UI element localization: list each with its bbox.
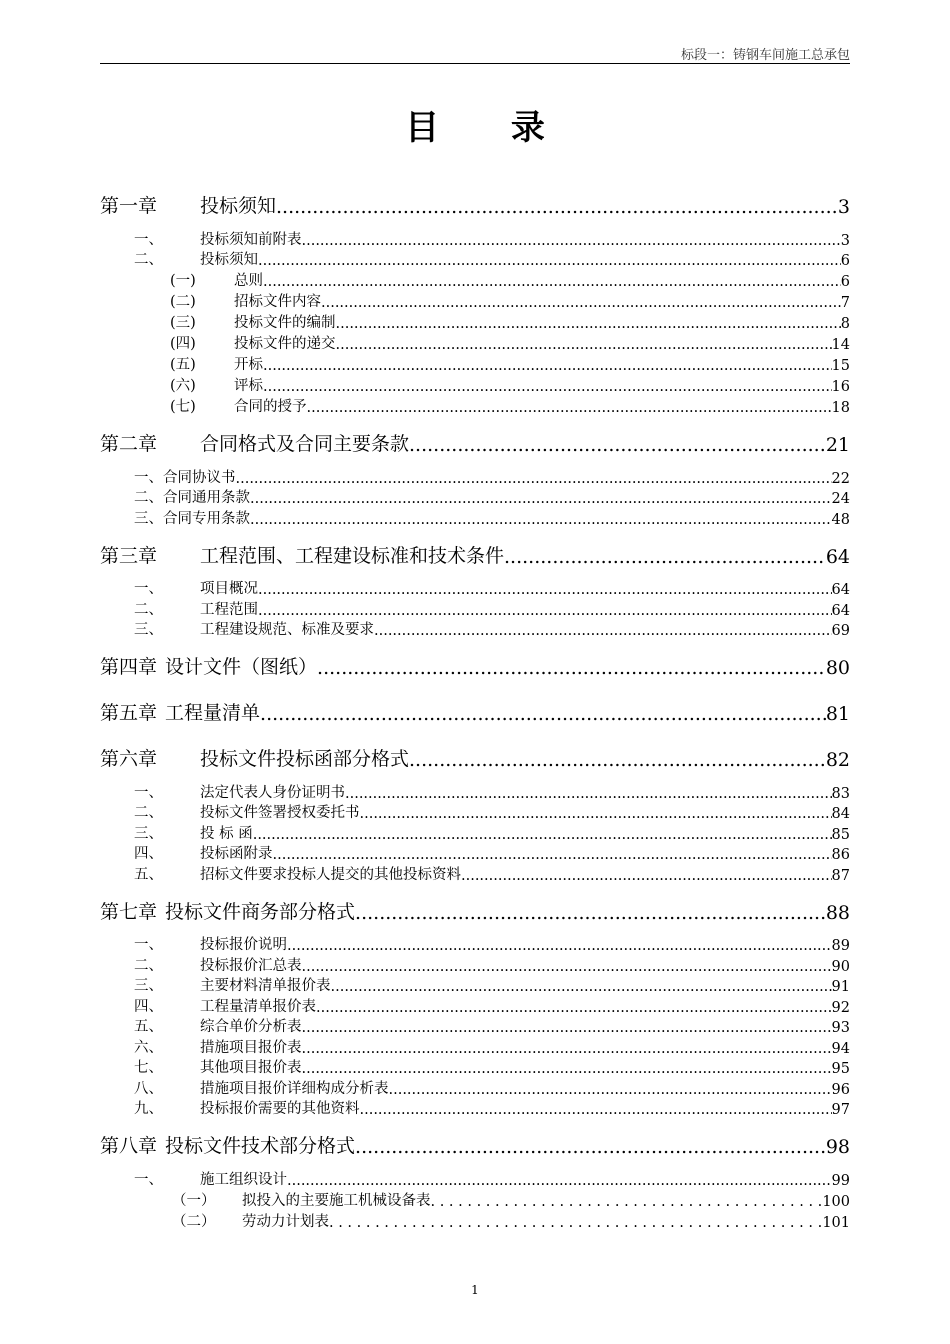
toc-entry[interactable] (100, 374, 850, 395)
toc-spacer (100, 456, 850, 466)
toc-entry-page: 85 (831, 826, 850, 843)
toc-entry[interactable] (100, 781, 850, 802)
toc-entry-page: 24 (831, 491, 850, 507)
toc-entry-label: 法定代表人身份证明书 (200, 784, 345, 801)
toc-entry-page: 93 (831, 1020, 850, 1036)
toc-dot-leader (258, 582, 832, 598)
toc-entry[interactable] (100, 249, 850, 270)
toc-entry-number: 五、 (134, 866, 163, 883)
toc-dot-leader (431, 1194, 823, 1210)
toc-entry-label: 其他项目报价表 (200, 1060, 302, 1076)
toc-entry-label: 设计文件（图纸） (165, 656, 318, 678)
toc-entry-number: （一） (172, 1192, 216, 1209)
toc-entry[interactable] (100, 822, 850, 843)
page-title: 目 录 (405, 108, 575, 148)
toc-spacer (100, 924, 850, 934)
toc-entry-page: 100 (822, 1193, 850, 1210)
toc-entry-label: 投标报价汇总表 (200, 957, 302, 974)
toc-entry[interactable] (100, 619, 850, 640)
toc-entry-page: 99 (831, 1172, 850, 1189)
toc-entry-label: 合同的授予 (234, 399, 307, 415)
toc-entry-number: 五、 (134, 1019, 163, 1035)
toc-spacer (100, 218, 850, 228)
toc-entry-page: 92 (831, 999, 850, 1016)
toc-entry-page: 86 (831, 847, 850, 863)
toc-entry-number: 四、 (134, 998, 163, 1015)
toc-entry-label: 工程范围、工程建设标准和技术条件 (200, 544, 505, 567)
toc-dot-leader (321, 295, 841, 311)
toc-dot-leader (253, 827, 832, 843)
toc-entry-page: 3 (840, 232, 850, 249)
toc-entry-number: (三) (170, 315, 196, 331)
toc-entry-number: 三、 (134, 622, 163, 638)
toc-entry[interactable] (100, 353, 850, 374)
toc-spacer (100, 416, 850, 426)
toc-entry-number: 第五章 (100, 702, 158, 724)
toc-dot-leader (336, 337, 832, 353)
toc-entry-page: 64 (831, 582, 850, 598)
toc-entry-label: 投标须知 (200, 195, 277, 217)
toc-spacer (100, 528, 850, 538)
toc-entry[interactable] (100, 1189, 850, 1210)
toc-entry-label: 投标报价需要的其他资料 (200, 1101, 360, 1117)
toc-entry-number: 六、 (134, 1039, 163, 1056)
toc-entry-label: 投标报价说明 (200, 937, 287, 953)
toc-entry[interactable] (100, 487, 850, 508)
toc-chapter-entry[interactable] (100, 428, 850, 456)
toc-dot-leader (409, 434, 826, 456)
toc-dot-leader (263, 379, 832, 395)
toc-entry-number: 一、 (134, 581, 163, 597)
page-number: 1 (471, 1283, 479, 1297)
toc-dot-leader (250, 512, 832, 528)
toc-chapter-entry[interactable] (100, 190, 850, 218)
toc-dot-leader (250, 491, 832, 507)
toc-entry-page: 88 (825, 901, 850, 924)
toc-entry-label: 投标文件技术部分格式 (165, 1135, 356, 1157)
toc-entry-page: 84 (831, 806, 850, 822)
toc-entry-number: (一) (170, 273, 196, 289)
toc-chapter-entry[interactable] (100, 540, 850, 568)
toc-chapter-entry[interactable] (100, 651, 850, 679)
toc-entry[interactable] (100, 1016, 850, 1037)
toc-entry[interactable] (100, 1210, 850, 1231)
toc-entry-label: 投标文件商务部分格式 (165, 900, 356, 923)
toc-entry[interactable] (100, 332, 850, 353)
toc-entry-number: 一、 (134, 784, 163, 801)
toc-entry-number: 七、 (134, 1060, 163, 1076)
toc-chapter-entry[interactable] (100, 697, 850, 725)
toc-entry-label: 投 标 函 (200, 825, 253, 842)
toc-entry-number: 一、 (134, 937, 163, 953)
toc-entry-label: 措施项目报价表 (200, 1039, 302, 1056)
toc-entry-label: 开标 (234, 357, 263, 373)
header-rule (100, 63, 850, 64)
toc-dot-leader (302, 959, 832, 975)
toc-entry-page: 83 (831, 785, 850, 802)
toc-entry-page: 89 (831, 938, 850, 954)
toc-dot-leader (317, 657, 826, 679)
toc-entry-label: 工程量清单报价表 (200, 998, 316, 1015)
toc-entry-label: 拟投入的主要施工机械设备表 (242, 1192, 431, 1209)
toc-dot-leader (355, 902, 826, 924)
toc-dot-leader (389, 1082, 832, 1098)
toc-dot-leader (263, 274, 841, 290)
toc-entry-label: 投标文件投标函部分格式 (200, 748, 410, 770)
toc-spacer (100, 639, 850, 649)
toc-entry-page: 8 (840, 316, 850, 332)
toc-entry[interactable] (100, 598, 850, 619)
toc-entry-number: 第二章 (100, 433, 158, 455)
toc-dot-leader (461, 868, 832, 884)
toc-entry-number: 第一章 (100, 195, 158, 217)
toc-dot-leader (336, 316, 841, 332)
toc-entry-label: 综合单价分析表 (200, 1019, 302, 1035)
toc-entry[interactable] (100, 507, 850, 528)
toc-entry-number: (五) (170, 357, 196, 373)
toc-spacer (100, 568, 850, 578)
toc-entry-label: 评标 (234, 378, 263, 394)
toc-dot-leader (504, 546, 826, 568)
toc-chapter-entry[interactable] (100, 1130, 850, 1158)
toc-entry-label: 合同专用条款 (163, 510, 250, 527)
toc-entry-page: 91 (831, 979, 850, 995)
toc-entry-number: 第四章 (100, 656, 158, 678)
toc-entry-number: 四、 (134, 846, 163, 862)
toc-entry[interactable] (100, 802, 850, 823)
toc-entry-page: 87 (831, 867, 850, 884)
toc-spacer (100, 725, 850, 741)
toc-entry[interactable] (100, 975, 850, 996)
toc-entry-number: 第六章 (100, 748, 158, 770)
toc-entry-number: 一、 (134, 1171, 163, 1188)
toc-entry-number: 二、 (134, 601, 163, 618)
toc-entry-page: 6 (840, 274, 850, 290)
toc-dot-leader (276, 196, 838, 218)
toc-chapter-entry[interactable] (100, 743, 850, 771)
toc-entry-number: 三、 (134, 510, 163, 527)
toc-entry[interactable] (100, 311, 850, 332)
toc-entry-number: (四) (170, 336, 196, 352)
toc-entry-page: 14 (831, 337, 850, 353)
toc-dot-leader (287, 938, 832, 954)
toc-entry-page: 64 (825, 545, 850, 568)
toc-dot-leader (260, 703, 826, 725)
toc-entry-page: 7 (840, 295, 850, 311)
toc-entry-label: 工程范围 (200, 601, 258, 618)
toc-entry-number: 二、 (134, 805, 163, 821)
toc-entry[interactable] (100, 1168, 850, 1189)
toc-entry-page: 64 (831, 602, 850, 619)
toc-entry[interactable] (100, 269, 850, 290)
toc-entry-label: 劳动力计划表 (242, 1213, 329, 1230)
toc-entry-page: 90 (831, 958, 850, 975)
toc-entry-page: 81 (825, 703, 850, 725)
toc-entry-page: 95 (831, 1061, 850, 1077)
toc-entry-label: 项目概况 (200, 581, 258, 597)
toc-entry-label: 施工组织设计 (200, 1171, 287, 1188)
toc-dot-leader (329, 1215, 822, 1231)
running-header: 标段一：铸钢车间施工总承包 (680, 48, 850, 63)
toc-spacer (100, 679, 850, 695)
toc-entry-page: 18 (831, 400, 850, 416)
toc-entry-number: 三、 (134, 825, 163, 842)
toc-entry[interactable] (100, 934, 850, 955)
toc-entry-page: 15 (831, 358, 850, 374)
toc-spacer (100, 771, 850, 781)
toc-entry-number: (二) (170, 294, 196, 310)
toc-dot-leader (355, 1136, 826, 1158)
toc-entry[interactable] (100, 1098, 850, 1119)
toc-entry-label: 投标文件的编制 (234, 315, 336, 331)
toc-spacer (100, 1158, 850, 1168)
toc-dot-leader (302, 1041, 832, 1057)
toc-entry[interactable] (100, 843, 850, 864)
toc-dot-leader (374, 623, 832, 639)
table-of-contents (100, 188, 850, 1231)
toc-entry-number: 三、 (134, 978, 163, 994)
toc-dot-leader (258, 253, 841, 269)
toc-dot-leader (258, 603, 832, 619)
toc-entry[interactable] (100, 1036, 850, 1057)
toc-entry-number: 九、 (134, 1101, 163, 1117)
toc-entry-number: 第七章 (100, 900, 158, 923)
toc-entry[interactable] (100, 228, 850, 249)
toc-entry-label: 投标文件的递交 (234, 336, 336, 352)
toc-entry-page: 69 (831, 623, 850, 639)
toc-entry-number: 二、 (134, 957, 163, 974)
toc-entry-number: 一、 (134, 231, 163, 248)
toc-entry[interactable] (100, 954, 850, 975)
toc-entry[interactable] (100, 578, 850, 599)
toc-entry-label: 投标函附录 (200, 846, 273, 862)
toc-spacer (100, 1118, 850, 1128)
toc-entry-label: 工程建设规范、标准及要求 (200, 622, 374, 638)
toc-spacer (100, 884, 850, 894)
toc-entry-page: 48 (831, 511, 850, 528)
toc-dot-leader (263, 358, 832, 374)
toc-dot-leader (307, 400, 832, 416)
toc-entry-number: 第八章 (100, 1135, 158, 1157)
toc-entry[interactable] (100, 1057, 850, 1078)
toc-entry-label: 主要材料清单报价表 (200, 978, 331, 994)
toc-entry[interactable] (100, 995, 850, 1016)
toc-entry-number: (六) (170, 378, 196, 394)
toc-dot-leader (236, 471, 832, 487)
toc-entry[interactable] (100, 863, 850, 884)
toc-entry-label: 招标文件内容 (234, 294, 321, 310)
toc-entry-page: 21 (825, 434, 850, 456)
toc-dot-leader (273, 847, 832, 863)
toc-dot-leader (302, 1020, 832, 1036)
toc-entry-number: 一、 (134, 469, 163, 486)
toc-dot-leader (360, 806, 832, 822)
toc-entry-page: 82 (825, 749, 850, 771)
toc-dot-leader (345, 786, 832, 802)
toc-entry-page: 101 (822, 1214, 850, 1231)
toc-dot-leader (287, 1173, 832, 1189)
toc-dot-leader (409, 749, 826, 771)
toc-entry-number: 二、 (134, 252, 163, 268)
toc-dot-leader (331, 979, 832, 995)
toc-entry-label: 工程量清单 (165, 702, 261, 724)
toc-entry-label: 投标须知前附表 (200, 231, 302, 248)
toc-entry-number: (七) (170, 399, 196, 415)
toc-entry-label: 合同协议书 (163, 469, 236, 486)
toc-entry-number: 二、 (134, 490, 163, 506)
toc-entry-page: 3 (837, 196, 850, 218)
toc-entry-page: 80 (825, 657, 850, 679)
toc-entry-number: 第三章 (100, 544, 158, 567)
toc-dot-leader (302, 233, 841, 249)
toc-entry-label: 总则 (234, 273, 263, 289)
toc-dot-leader (360, 1102, 832, 1118)
toc-entry-page: 16 (831, 379, 850, 395)
toc-entry-number: 八、 (134, 1080, 163, 1097)
toc-entry-page: 96 (831, 1081, 850, 1098)
toc-entry-label: 招标文件要求投标人提交的其他投标资料 (200, 866, 461, 883)
toc-entry-page: 97 (831, 1102, 850, 1118)
toc-dot-leader (302, 1061, 832, 1077)
toc-entry-label: 措施项目报价详细构成分析表 (200, 1080, 389, 1097)
toc-entry[interactable] (100, 395, 850, 416)
toc-chapter-entry[interactable] (100, 896, 850, 924)
toc-entry[interactable] (100, 290, 850, 311)
toc-entry-page: 6 (840, 253, 850, 269)
toc-entry-page: 22 (831, 470, 850, 487)
toc-entry-page: 94 (831, 1040, 850, 1057)
toc-dot-leader (316, 1000, 832, 1016)
toc-entry-label: 合同通用条款 (163, 490, 250, 506)
toc-entry-label: 合同格式及合同主要条款 (200, 433, 410, 455)
toc-entry[interactable] (100, 1077, 850, 1098)
toc-entry-page: 98 (825, 1136, 850, 1158)
toc-entry-label: 投标文件签署授权委托书 (200, 805, 360, 821)
toc-entry-number: （二） (172, 1213, 216, 1230)
toc-entry[interactable] (100, 466, 850, 487)
toc-entry-label: 投标须知 (200, 252, 258, 268)
